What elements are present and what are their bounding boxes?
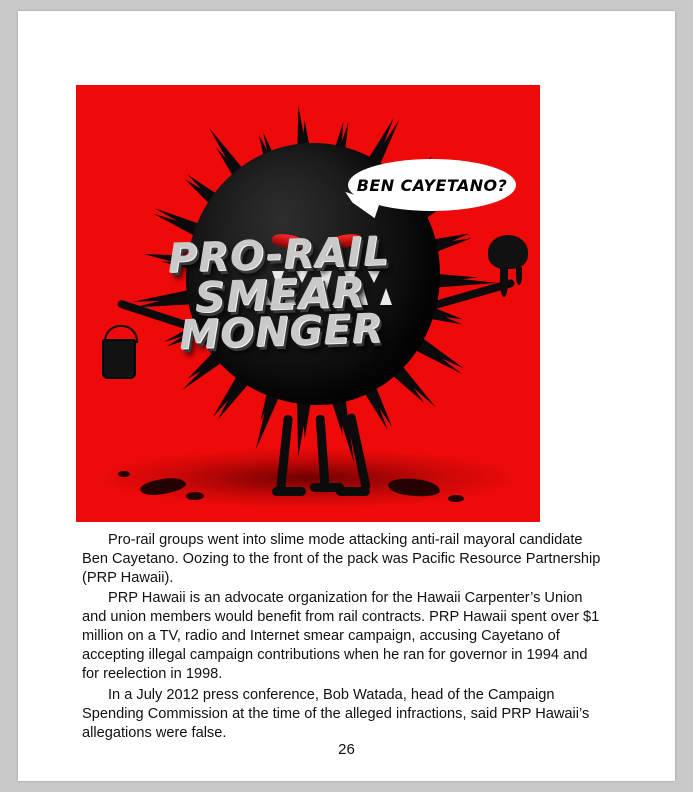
- monster-mouth: [260, 271, 396, 305]
- paragraph: In a July 2012 press conference, Bob Watada, head of the Campaign Spending Commission at the time of the alleged infractions, said PRP Hawaii’s allegations were false.: [82, 686, 590, 741]
- monster-tooth: [320, 271, 332, 293]
- document-page: [18, 11, 675, 781]
- monster-tooth: [332, 293, 344, 305]
- paragraph: PRP Hawaii is an advocate organization for the Hawaii Carpenter’s Union and union members would benefit from rail contracts. PRP Hawaii spent over $1 million on a TV, radio and Internet smear campaign, accusing Cayetano of accepting illegal campaign contributions when he ran for governor in 1994 and for reelection in 1998.: [82, 590, 600, 683]
- paint-bucket-icon: [102, 339, 136, 379]
- monster-eye-right-icon: [325, 231, 363, 251]
- slime-splat-icon: [448, 495, 464, 502]
- slime-splat-icon: [118, 471, 130, 477]
- illustration-panel: [76, 85, 540, 522]
- monster-tooth: [368, 271, 380, 283]
- graffiti-line-3: MONGER: [178, 305, 385, 359]
- monster-tooth: [308, 288, 320, 305]
- monster-tooth: [344, 271, 356, 288]
- speech-bubble-text: BEN CAYETANO?: [356, 175, 508, 195]
- page-number: 26: [338, 741, 355, 758]
- monster-foot: [272, 487, 306, 496]
- monster-foot: [336, 487, 370, 496]
- paragraph: Pro-rail groups went into slime mode attacking anti-rail mayoral candidate Ben Cayetano. Oozing to the front of the pack was Pacific Resource Partnership (PRP Hawaii).: [82, 532, 601, 586]
- paint-brush-icon: [488, 235, 528, 269]
- monster-tooth: [272, 271, 284, 288]
- monster-tooth: [260, 293, 272, 305]
- paint-drip-icon: [500, 267, 508, 297]
- slime-splat-icon: [186, 492, 204, 500]
- paint-drip-icon: [516, 267, 522, 285]
- graffiti-line-1: PRO-RAIL: [167, 228, 391, 282]
- speech-bubble: [348, 159, 516, 211]
- monster-eye-left-icon: [271, 231, 309, 251]
- monster-tooth: [296, 271, 308, 283]
- monster-tooth: [284, 283, 296, 305]
- monster-tooth: [380, 288, 392, 305]
- graffiti-line-2: SMEAR: [193, 266, 367, 322]
- body-text: [82, 531, 604, 744]
- monster-tooth: [356, 283, 368, 305]
